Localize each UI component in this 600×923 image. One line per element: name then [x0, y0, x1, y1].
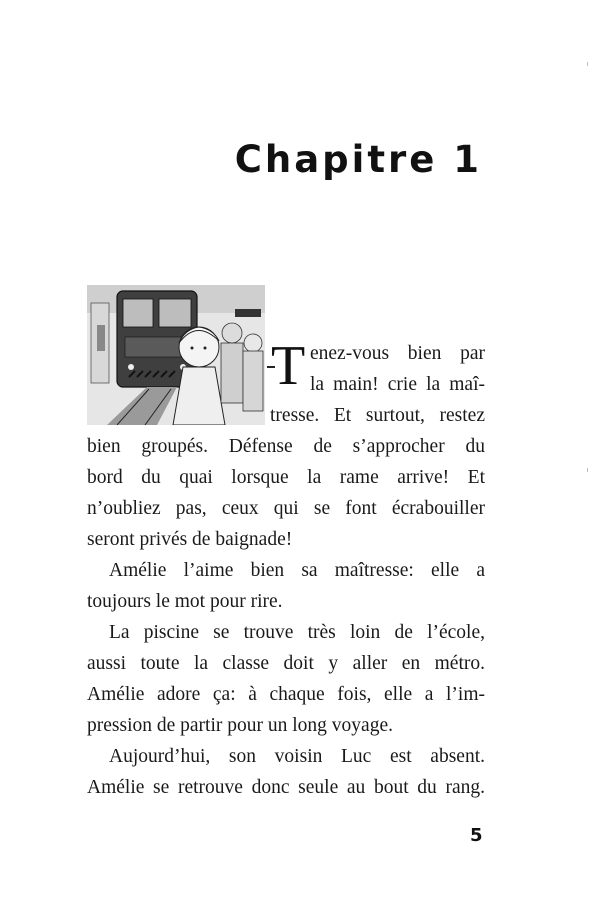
text-line: enez-vous bien par: [310, 343, 485, 364]
text-line: Amélie l’aime bien sa maîtresse: elle a: [109, 560, 485, 581]
edge-mark: [587, 468, 588, 472]
text-line: bord du quai lorsque la rame arrive! Et: [87, 467, 485, 488]
edge-mark: [587, 62, 588, 66]
drop-cap: T: [271, 335, 306, 397]
text-line: pression de partir pour un long voyage.: [87, 715, 393, 736]
chapter-title: Chapitre 1: [234, 138, 482, 181]
text-line: aussi toute la classe doit y aller en métro.: [87, 653, 485, 674]
text-line: La piscine se trouve très loin de l’école,: [109, 622, 485, 643]
text-line: la main! crie la maî-: [310, 374, 485, 395]
text-line: Amélie adore ça: à chaque fois, elle a l’im-: [87, 684, 485, 705]
text-line: Amélie se retrouve donc seule au bout du rang.: [87, 777, 485, 798]
text-line: Aujourd’hui, son voisin Luc est absent.: [109, 746, 485, 767]
text-line: toujours le mot pour rire.: [87, 591, 283, 612]
text-line: tresse. Et surtout, restez: [270, 405, 485, 426]
text-line: n’oubliez pas, ceux qui se font écrabouiller: [87, 498, 485, 519]
text-line: bien groupés. Défense de s’approcher du: [87, 436, 485, 457]
page-number: 5: [470, 825, 483, 846]
text-line: seront privés de baignade!: [87, 529, 293, 550]
metro-platform-illustration: [87, 285, 265, 425]
